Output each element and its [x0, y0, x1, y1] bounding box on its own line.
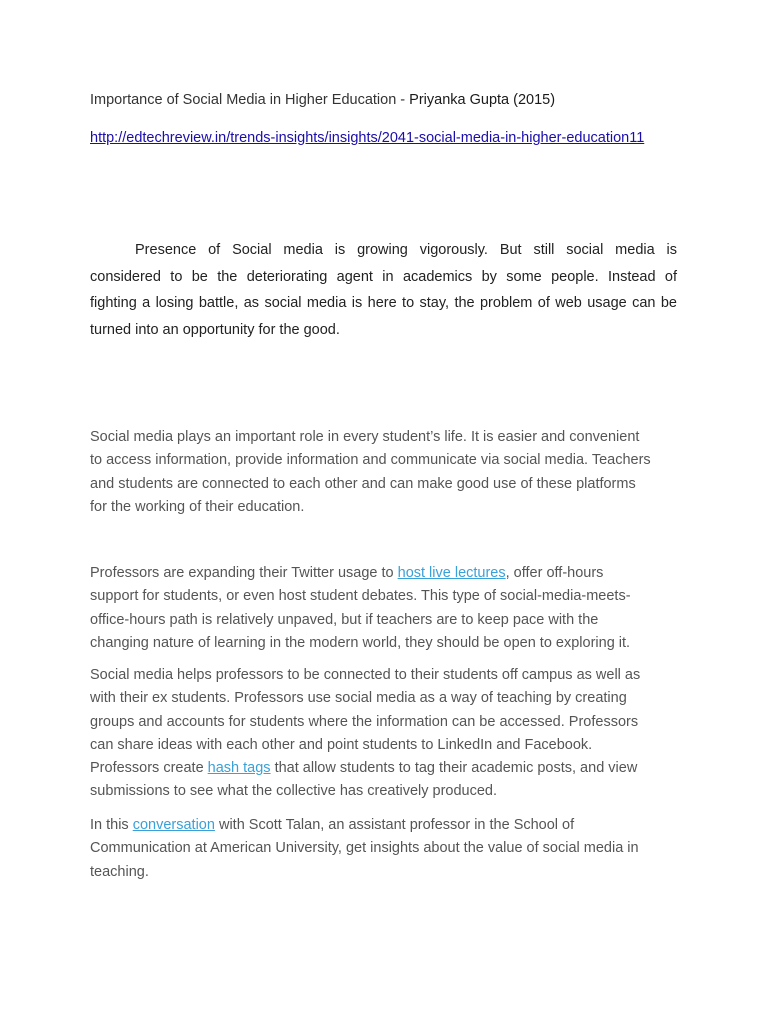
paragraph-line: groups and accounts for students where the information can be accessed. Professors: [90, 713, 639, 730]
paragraph-line: [90, 757, 680, 780]
line-text: Professors create: [90, 760, 208, 777]
paragraph-line: Communication at American University, get insights about the value of social media in: [90, 840, 639, 857]
conversation-paragraph: [90, 814, 680, 884]
paragraph-line: office-hours path is relatively unpaved, but if teachers are to keep pace with the: [90, 611, 599, 628]
paragraph-line: [90, 562, 680, 585]
line-text: that allow students to tag their academic posts, and view: [270, 760, 638, 777]
title-author: Priyanka Gupta (2015): [409, 92, 556, 108]
paragraph-line: fighting a losing battle, as social media is here to stay, the problem of web usage can be: [90, 295, 677, 312]
paragraph-line: for the working of their education.: [90, 498, 305, 515]
line-text: , offer off-hours: [505, 565, 604, 581]
paragraph-line: Social media helps professors to be connected to their students off campus as well as: [90, 667, 641, 683]
intro-paragraph: [90, 237, 677, 344]
paragraph-line: and students are connected to each other and can make good use of these platforms: [90, 475, 636, 492]
paragraph-line: Presence of Social media is growing vigorously. But still social media is: [135, 242, 677, 258]
paragraph-line: [90, 814, 680, 837]
line-text: with Scott Talan, an assistant professor in the School of: [214, 817, 575, 833]
paragraph-line: to access information, provide information and communicate via social media. Teachers: [90, 452, 651, 469]
paragraph-line: can share ideas with each other and point students to LinkedIn and Facebook.: [90, 736, 593, 753]
source-url-link[interactable]: http://edtechreview.in/trends-insights/insights/2041-social-media-in-higher-education11: [90, 130, 645, 146]
paragraph-line: teaching.: [90, 863, 149, 880]
paragraph-line: considered to be the deteriorating agent in academics by some people. Instead of: [90, 268, 677, 285]
paragraph-line: turned into an opportunity for the good.: [90, 322, 340, 339]
paragraph-line: changing nature of learning in the modern world, they should be open to exploring it.: [90, 634, 631, 651]
twitter-paragraph: [90, 562, 680, 655]
paragraph-line: support for students, or even host student debates. This type of social-media-meets-: [90, 588, 631, 605]
conversation-link[interactable]: conversation: [132, 817, 215, 833]
paragraph-line: with their ex students. Professors use social media as a way of teaching by creating: [90, 690, 627, 707]
host-live-lectures-link[interactable]: host live lectures: [397, 565, 506, 581]
document-title: [90, 92, 555, 108]
professors-paragraph: [90, 664, 680, 804]
student-role-paragraph: [90, 426, 680, 519]
line-text: In this: [90, 817, 133, 833]
title-text: Importance of Social Media in Higher Education -: [90, 92, 410, 108]
hash-tags-link[interactable]: hash tags: [207, 760, 271, 777]
paragraph-line: Social media plays an important role in every student’s life. It is easier and convenient: [90, 429, 640, 445]
line-text: Professors are expanding their Twitter usage to: [90, 565, 398, 581]
paragraph-line: submissions to see what the collective has creatively produced.: [90, 783, 498, 800]
